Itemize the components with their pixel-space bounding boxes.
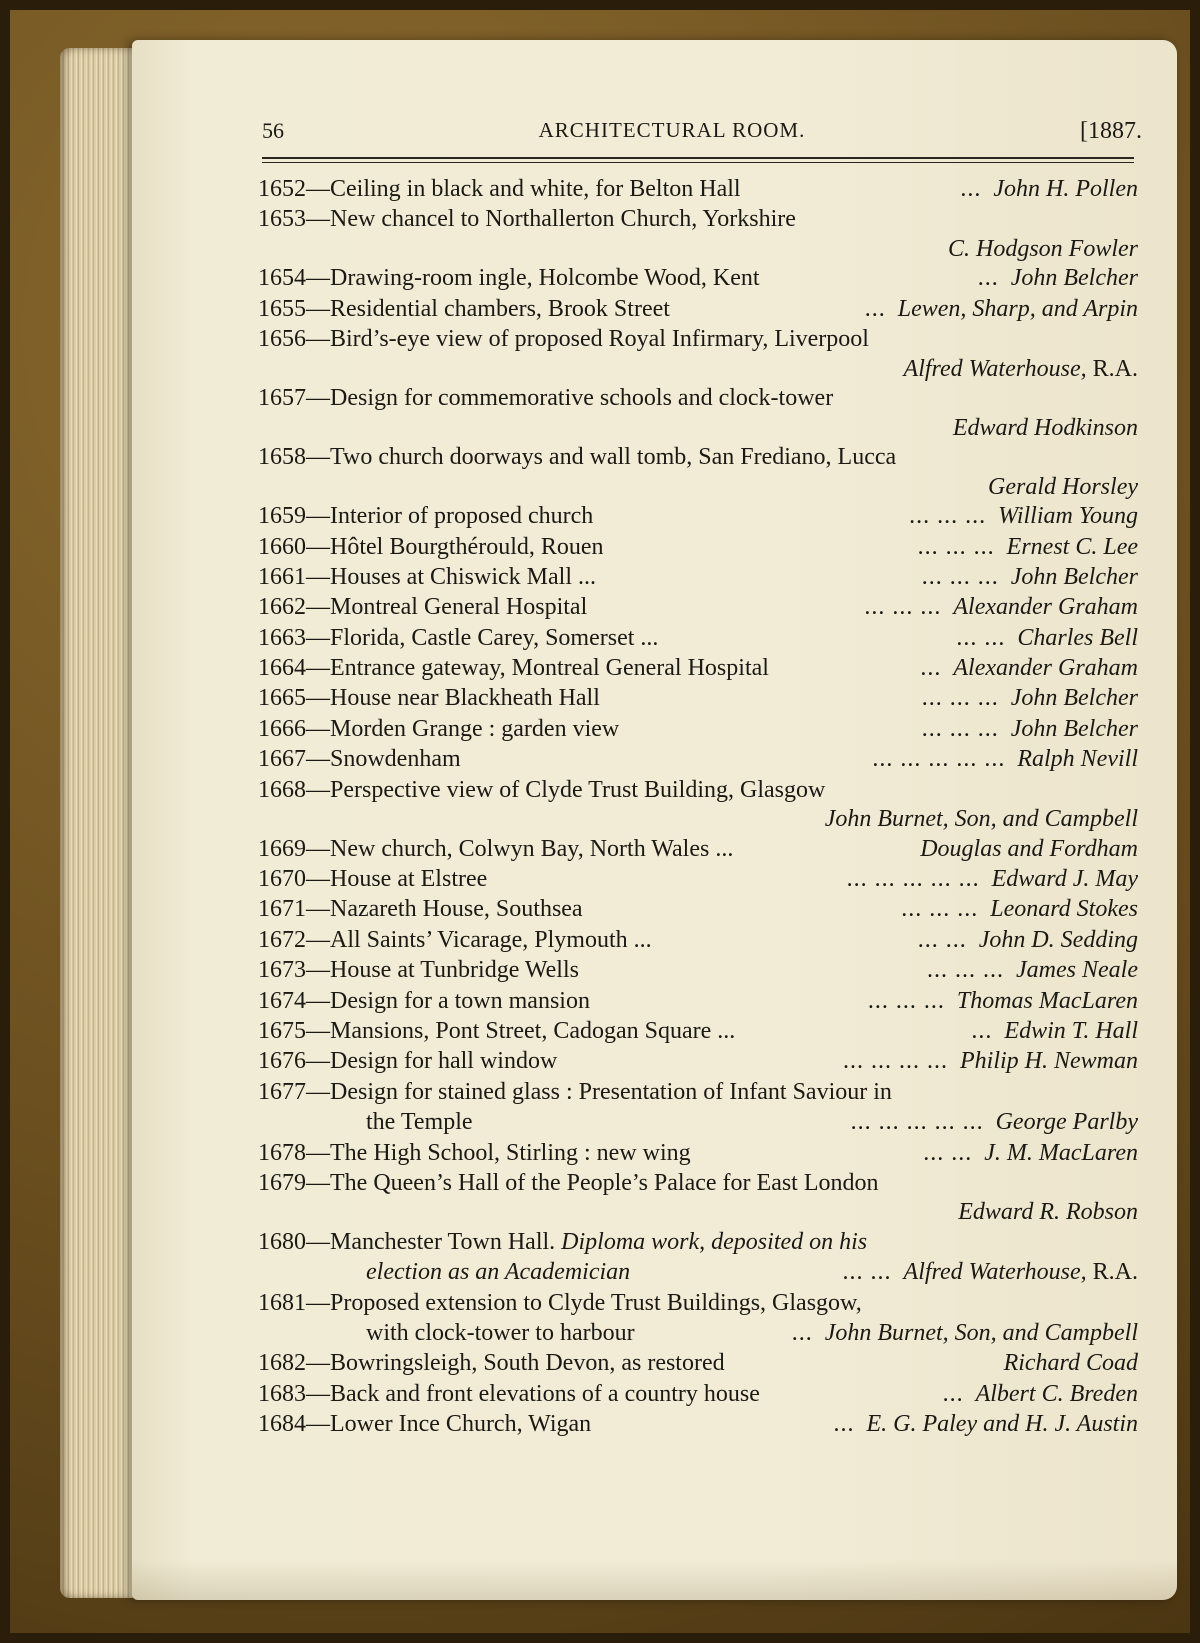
- entry-author: Edwin T. Hall: [1004, 1017, 1138, 1044]
- entry-number: 1673: [258, 957, 306, 984]
- entry-row: [258, 744, 1138, 774]
- entry-description: New chancel to Northallerton Church, Yorkshire: [330, 206, 796, 233]
- entry-description: Snowdenham: [330, 746, 461, 773]
- entry-number: 1660: [258, 533, 306, 560]
- entry-author: Lewen, Sharp, and Arpin: [897, 295, 1138, 322]
- entry-row: [258, 355, 1138, 384]
- entry-description: Montreal General Hospital: [330, 594, 588, 621]
- entry-row: [258, 775, 1138, 805]
- entry-row: [258, 1107, 1138, 1137]
- leader-dots: ... ... ... ...: [843, 1048, 948, 1075]
- entry-dash: —: [306, 533, 330, 560]
- entry-number: 1669: [258, 835, 306, 862]
- leader-dots: ... ...: [917, 926, 967, 953]
- entry-description: Design for stained glass : Presentation of Infant Saviour in: [330, 1078, 892, 1105]
- entry-row: [258, 324, 1138, 354]
- entry-description: with clock-tower to harbour: [366, 1320, 635, 1347]
- entry-author: Gerald Horsley: [988, 473, 1138, 500]
- leader-dots: ... ... ...: [927, 957, 1005, 984]
- entry-number: 1652: [258, 176, 306, 202]
- entry-dash: —: [306, 385, 330, 412]
- leader-dots: ... ...: [842, 1259, 892, 1286]
- entry-description: House at Elstree: [330, 866, 488, 892]
- entry-dash: —: [306, 1078, 330, 1105]
- entry-row: [258, 235, 1138, 264]
- entry-dash: —: [306, 444, 330, 471]
- entry-row: [258, 473, 1138, 502]
- entry-number: 1659: [258, 503, 306, 530]
- entry-description: House near Blackheath Hall: [330, 685, 600, 712]
- entry-description: Bowringsleigh, South Devon, as restored: [330, 1350, 725, 1377]
- entry-dash: —: [306, 295, 330, 322]
- leader-dots: ... ...: [923, 1139, 973, 1166]
- entry-row: [258, 174, 1138, 204]
- entry-row: [258, 414, 1138, 443]
- leader-dots: ...: [977, 265, 999, 292]
- page-title: ARCHITECTURAL ROOM.: [538, 118, 806, 142]
- entry-number: 1665: [258, 685, 306, 712]
- leader-dots: ...: [971, 1017, 993, 1044]
- entry-dash: —: [306, 1169, 330, 1196]
- leader-dots: ... ...: [956, 624, 1006, 651]
- entry-number: 1672: [258, 926, 306, 953]
- entry-author: John Belcher: [1010, 563, 1138, 590]
- header-rule-thin: [262, 162, 1134, 163]
- entry-number: 1655: [258, 295, 306, 322]
- entry-dash: —: [306, 1350, 330, 1377]
- entry-row: [258, 1138, 1138, 1168]
- entry-author: John Burnet, Son, and Campbell: [824, 1320, 1138, 1347]
- entry-dash: —: [306, 926, 330, 953]
- entry-description: Houses at Chiswick Mall ...: [330, 563, 596, 590]
- entry-description: Ceiling in black and white, for Belton Hall: [330, 176, 741, 202]
- entry-number: 1670: [258, 866, 306, 892]
- entry-description-italic: election as an Academician: [366, 1259, 631, 1286]
- entry-description: Design for commemorative schools and clock-tower: [330, 385, 834, 412]
- entry-dash: —: [306, 206, 330, 233]
- entry-description: All Saints’ Vicarage, Plymouth ...: [330, 926, 652, 953]
- entry-author: James Neale: [1016, 957, 1138, 984]
- entry-description: The High School, Stirling : new wing: [330, 1139, 691, 1166]
- entry-row: [258, 501, 1138, 531]
- entry-description: Drawing-room ingle, Holcombe Wood, Kent: [330, 265, 760, 292]
- entry-dash: —: [306, 1228, 330, 1255]
- leader-dots: ... ... ... ... ...: [850, 1109, 984, 1136]
- entry-description: Back and front elevations of a country house: [330, 1380, 760, 1407]
- entry-row: [258, 442, 1138, 472]
- entry-row: [258, 1288, 1138, 1318]
- leader-dots: ... ... ...: [867, 987, 945, 1014]
- entry-row: [258, 1227, 1138, 1257]
- entry-row: [258, 532, 1138, 562]
- entry-author: Alexander Graham: [953, 594, 1138, 621]
- header-rule: [262, 157, 1134, 159]
- entry-description: Design for hall window: [330, 1048, 558, 1075]
- entry-dash: —: [306, 265, 330, 292]
- entry-description: Perspective view of Clyde Trust Building, Glasgow: [330, 776, 826, 803]
- entry-description: The Queen’s Hall of the People’s Palace for East London: [330, 1169, 879, 1196]
- entry-author: John Belcher: [1010, 265, 1138, 292]
- entry-row: [258, 263, 1138, 293]
- entry-number: 1678: [258, 1139, 306, 1166]
- entry-description: Bird’s-eye view of proposed Royal Infirmary, Liverpool: [330, 326, 869, 353]
- entry-author: George Parlby: [995, 1109, 1138, 1136]
- entry-number: 1680: [258, 1228, 306, 1255]
- entry-dash: —: [306, 503, 330, 530]
- entry-description: Hôtel Bourgthérould, Rouen: [330, 533, 604, 560]
- entry-author: Ralph Nevill: [1017, 746, 1138, 773]
- entry-dash: —: [306, 326, 330, 353]
- entry-author: Alexander Graham: [953, 655, 1138, 682]
- entry-number: 1668: [258, 776, 306, 803]
- entry-row: [258, 1198, 1138, 1227]
- entry-number: 1653: [258, 206, 306, 233]
- entry-row: [258, 1046, 1138, 1076]
- entry-description: Design for a town mansion: [330, 987, 590, 1014]
- entry-number: 1661: [258, 563, 306, 590]
- page-header: [262, 118, 1142, 152]
- leader-dots: ...: [791, 1320, 813, 1347]
- entry-description: Proposed extension to Clyde Trust Buildings, Glasgow,: [330, 1289, 862, 1316]
- entry-dash: —: [306, 1139, 330, 1166]
- leader-dots: ... ... ...: [917, 533, 995, 560]
- entry-number: 1676: [258, 1048, 306, 1075]
- entry-dash: —: [306, 1048, 330, 1075]
- entry-row: [258, 592, 1138, 622]
- leader-dots: ... ... ...: [864, 594, 942, 621]
- entry-row: [258, 1257, 1138, 1287]
- entry-dash: —: [306, 715, 330, 742]
- entry-author-suffix: R.A.: [1092, 1259, 1138, 1286]
- entry-row: [258, 683, 1138, 713]
- entry-author: Douglas and Fordham: [920, 835, 1138, 862]
- entry-number: 1679: [258, 1169, 306, 1196]
- entry-author: J. M. MacLaren: [984, 1139, 1138, 1166]
- entry-author: William Young: [998, 503, 1138, 530]
- entry-author: Alfred Waterhouse, R.A.: [903, 1259, 1138, 1286]
- entry-description: the Temple: [366, 1109, 473, 1136]
- leader-dots: ... ... ...: [921, 685, 999, 712]
- entry-number: 1666: [258, 715, 306, 742]
- entry-author: C. Hodgson Fowler: [947, 235, 1138, 262]
- entry-author: Leonard Stokes: [990, 896, 1138, 923]
- entry-description: Residential chambers, Brook Street: [330, 295, 670, 322]
- entry-dash: —: [306, 957, 330, 984]
- entry-row: [258, 1168, 1138, 1198]
- leader-dots: ... ... ...: [909, 503, 987, 530]
- entry-row: [258, 925, 1138, 955]
- entry-number: 1662: [258, 594, 306, 621]
- entry-description-italic: Diploma work, deposited on his: [561, 1228, 868, 1255]
- entry-row: [258, 1409, 1138, 1439]
- leader-dots: ... ... ...: [921, 563, 999, 590]
- page-edges: [60, 48, 140, 1598]
- entry-number: 1657: [258, 385, 306, 412]
- entry-dash: —: [306, 866, 330, 892]
- entry-author: Thomas MacLaren: [956, 987, 1138, 1014]
- catalogue-entries: [258, 174, 1138, 1440]
- entry-description: Lower Ince Church, Wigan: [330, 1411, 592, 1438]
- entry-row: [258, 834, 1138, 864]
- leader-dots: ... ... ... ... ...: [846, 866, 980, 892]
- entry-row: [258, 1348, 1138, 1378]
- entry-dash: —: [306, 176, 330, 202]
- entry-row: [258, 1077, 1138, 1107]
- entry-row: [258, 986, 1138, 1016]
- entry-author: Albert C. Breden: [975, 1380, 1138, 1407]
- entry-author: Ernest C. Lee: [1006, 533, 1138, 560]
- entry-dash: —: [306, 655, 330, 682]
- entry-dash: —: [306, 1411, 330, 1438]
- entry-number: 1675: [258, 1017, 306, 1044]
- entry-row: [258, 204, 1138, 234]
- entry-author: John Belcher: [1010, 715, 1138, 742]
- page-shadow: [132, 1560, 1177, 1600]
- entry-dash: —: [306, 746, 330, 773]
- entry-author: John Burnet, Son, and Campbell: [824, 806, 1138, 833]
- entry-description: Nazareth House, Southsea: [330, 896, 583, 923]
- entry-number: 1667: [258, 746, 306, 773]
- entry-author: Edward J. May: [991, 866, 1138, 892]
- entry-description: Manchester Town Hall. Diploma work, deposited on his: [330, 1228, 868, 1255]
- entry-author-suffix: R.A.: [1092, 355, 1138, 382]
- entry-number: 1677: [258, 1078, 306, 1105]
- entry-number: 1682: [258, 1350, 306, 1377]
- entry-author: John D. Sedding: [978, 926, 1138, 953]
- entry-dash: —: [306, 594, 330, 621]
- page-number: 56: [262, 118, 284, 143]
- entry-description: Florida, Castle Carey, Somerset ...: [330, 624, 659, 651]
- entry-description: Entrance gateway, Montreal General Hospital: [330, 655, 769, 682]
- entry-dash: —: [306, 563, 330, 590]
- entry-number: 1674: [258, 987, 306, 1014]
- leader-dots: ...: [960, 176, 982, 202]
- entry-row: [258, 955, 1138, 985]
- entry-number: 1664: [258, 655, 306, 682]
- leader-dots: ...: [942, 1380, 964, 1407]
- leader-dots: ...: [833, 1411, 855, 1438]
- entry-description: New church, Colwyn Bay, North Wales ...: [330, 835, 734, 862]
- entry-row: [258, 562, 1138, 592]
- entry-row: [258, 623, 1138, 653]
- entry-description: [366, 1259, 630, 1285]
- entry-row: [258, 1379, 1138, 1409]
- entry-dash: —: [306, 835, 330, 862]
- leader-dots: ... ... ...: [901, 896, 979, 923]
- entry-number: 1658: [258, 444, 306, 471]
- entry-row: [258, 294, 1138, 324]
- entry-row: [258, 653, 1138, 683]
- entry-dash: —: [306, 987, 330, 1014]
- entry-dash: —: [306, 896, 330, 923]
- entry-author: Philip H. Newman: [960, 1048, 1138, 1075]
- entry-description: Mansions, Pont Street, Cadogan Square ...: [330, 1017, 736, 1044]
- entry-row: [258, 383, 1138, 413]
- entry-number: 1684: [258, 1411, 306, 1438]
- entry-number: 1663: [258, 624, 306, 651]
- entry-author: Edward Hodkinson: [952, 414, 1138, 441]
- entry-description: Morden Grange : garden view: [330, 715, 620, 742]
- entry-number: 1683: [258, 1380, 306, 1407]
- header-year: [1887.: [1080, 118, 1142, 144]
- entry-description: House at Tunbridge Wells: [330, 957, 579, 984]
- entry-number: 1671: [258, 896, 306, 923]
- leader-dots: ... ... ... ... ...: [872, 746, 1006, 773]
- entry-dash: —: [306, 685, 330, 712]
- leader-dots: ...: [864, 295, 886, 322]
- entry-number: 1656: [258, 326, 306, 353]
- entry-row: [258, 894, 1138, 924]
- entry-author: John H. Pollen: [993, 176, 1138, 202]
- entry-author: John Belcher: [1010, 685, 1138, 712]
- entry-dash: —: [306, 776, 330, 803]
- entry-row: [258, 805, 1138, 834]
- entry-number: 1681: [258, 1289, 306, 1316]
- entry-row: [258, 1016, 1138, 1046]
- entry-description: Two church doorways and wall tomb, San Frediano, Lucca: [330, 444, 897, 471]
- entry-dash: —: [306, 1017, 330, 1044]
- entry-author: E. G. Paley and H. J. Austin: [866, 1411, 1138, 1438]
- entry-dash: —: [306, 1380, 330, 1407]
- entry-row: [258, 864, 1138, 894]
- leader-dots: ... ... ...: [921, 715, 999, 742]
- entry-number: 1654: [258, 265, 306, 292]
- leader-dots: ...: [920, 655, 942, 682]
- entry-author: Edward R. Robson: [958, 1199, 1138, 1226]
- entry-description: Interior of proposed church: [330, 503, 594, 530]
- entry-author: Alfred Waterhouse, R.A.: [903, 355, 1138, 382]
- entry-dash: —: [306, 624, 330, 651]
- entry-row: [258, 714, 1138, 744]
- entry-dash: —: [306, 1289, 330, 1316]
- entry-author: Richard Coad: [1003, 1350, 1138, 1377]
- entry-row: [258, 1318, 1138, 1348]
- entry-author: Charles Bell: [1017, 624, 1138, 651]
